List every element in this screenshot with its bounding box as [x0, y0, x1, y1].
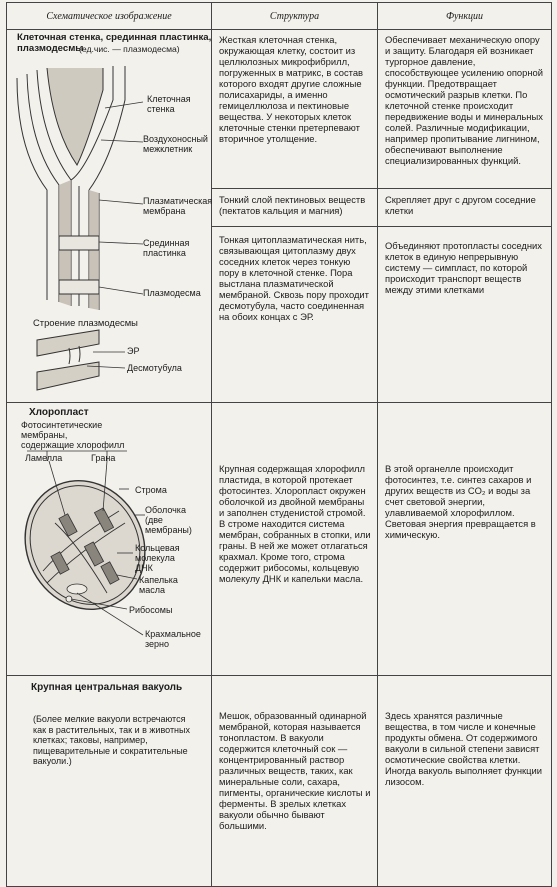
wall-function-text: Обеспечивает механическую опору и защиту. Благодаря ей возникает тургорное давление, способствующее усилению опорной функции. Предотвращает осмотический разрыв клетки. По клеточной стенке происходит передвижение воды и минеральных солей. Различные модификации, например пропитывание лигнином, обеспечивают выполнение специализированных функций. — [385, 34, 543, 166]
chloroplast-title: Хлоропласт — [29, 407, 89, 418]
vacuole-title: Крупная центральная вакуоль — [31, 682, 183, 693]
chloroplast-function-text: В этой органелле происходит фотосинтез, т.е. синтез сахаров и других веществ из CO₂ и воды за счет световой энергии, улавливаемой хлорофиллом. Световая энергия превращается в химическую. — [385, 463, 536, 540]
plasmodesma-function-text: Объединяют протопласты соседних клеток в единую непрерывную систему — симпласт, по которой происходит транспорт веществ между этими клетками — [385, 240, 542, 295]
vacuole-scheme — [7, 676, 212, 887]
label-envelope: Оболочка (две мембраны) — [145, 505, 192, 535]
label-stroma: Строма — [135, 485, 167, 495]
cell-wall-scheme — [7, 30, 212, 403]
vacuole-structure-cell — [212, 676, 378, 887]
row-chloroplast — [7, 403, 552, 676]
plasmodesma-structure-text: Тонкая цитоплазматическая нить, связывающая цитоплазму двух соседних клеток через тонкую пору в клеточной стенке. Пора выстлана плазматической мембраной. Сквозь пору проходит десмотубула, часто соединенная на обоих концах с ЭР. — [219, 234, 369, 322]
vacuole-note: (Более мелкие вакуоли встречаются как в растительных, так и в животных клетках; таковы, например, пищеварительные и сократительные вакуоли.) — [33, 714, 190, 767]
divider — [212, 226, 377, 227]
organelle-table — [6, 2, 552, 887]
label-er: ЭР — [127, 346, 140, 356]
label-lamella: Ламелла — [25, 453, 63, 463]
cell-wall-title-note: (ед.чис. — плазмодесма) — [79, 44, 180, 54]
cell-wall-structure-cell — [212, 30, 378, 403]
chloroplast-sub-2: мембраны, — [21, 430, 68, 440]
label-desmotubule: Десмотубула — [127, 363, 182, 373]
cell-wall-title: Клеточная стенка, срединная пластинка, — [17, 32, 212, 43]
divider — [212, 188, 377, 189]
vacuole-structure-text: Мешок, образованный одинарной мембраной, которая называется тонопластом. В вакуоли содержится клеточный сок — концентрированный раствор различных веществ, таких, как минеральные соли, сахара, пигменты, органические кислоты и ферменты. В зрелых клетках вакуоли обычно бывают большими. — [219, 710, 371, 831]
label-plasmodesma: Плазмодесма — [143, 288, 201, 298]
header-row — [7, 3, 552, 30]
label-starch-grain: Крахмальное зерно — [145, 629, 201, 649]
cell-wall-diagram — [7, 30, 212, 402]
label-cell-wall: Клеточная стенка — [147, 94, 191, 114]
row-vacuole — [7, 676, 552, 887]
chloroplast-sub-1: Фотосинтетические — [21, 420, 103, 430]
label-air-space: Воздухоносный межклетник — [143, 134, 208, 154]
plasmodesma-structure-title: Строение плазмодесмы — [33, 317, 138, 328]
header-functions: Функции — [378, 3, 552, 30]
chloroplast-scheme — [7, 403, 212, 676]
header-scheme: Схематическое изображение — [7, 3, 212, 30]
cell-wall-function-cell — [378, 30, 552, 403]
label-middle-lamella: Срединная пластинка — [143, 238, 190, 258]
divider — [378, 188, 551, 189]
lamella-function-text: Скрепляет друг с другом соседние клетки — [385, 194, 536, 216]
label-dna: Кольцевая молекула ДНК — [135, 543, 180, 573]
label-plasma-membrane: Плазматическая мембрана — [143, 196, 212, 216]
label-oil-droplet: Капелька масла — [139, 575, 178, 595]
label-grana: Грана — [91, 453, 116, 463]
vacuole-function-cell — [378, 676, 552, 887]
wall-structure-text: Жесткая клеточная стенка, окружающая клетку, состоит из целлюлозных микрофибрилл, погруженных в матрикс, в состав которого входят другие сложные полисахариды, а именно гемицеллюлоза и пектиновые вещества. У некоторых клеток клеточные стенки претерпевают вторичное утолщение. — [219, 34, 364, 144]
label-ribosomes: Рибосомы — [129, 605, 173, 615]
header-structure: Структура — [212, 3, 378, 30]
chloroplast-structure-cell — [212, 403, 378, 676]
divider — [378, 226, 551, 227]
chloroplast-sub-3: содержащие хлорофилл — [21, 440, 125, 450]
row-cell-wall — [7, 30, 552, 403]
chloroplast-function-cell — [378, 403, 552, 676]
vacuole-function-text: Здесь хранятся различные вещества, в том числе и конечные продукты обмена. От содержимого вакуоли в сильной степени зависят осмотические свойства клетки. Иногда вакуоль выполняет функции лизосом. — [385, 710, 542, 787]
lamella-structure-text: Тонкий слой пектиновых веществ (пектатов кальция и магния) — [219, 194, 366, 216]
cell-wall-title-2: плазмодесмы — [17, 43, 84, 54]
chloroplast-structure-text: Крупная содержащая хлорофилл пластида, в которой протекает фотосинтез. Хлоропласт окружен оболочкой из двойной мембраны и заполнен студенистой стромой. В строме находится система мембран, собранных в стопки, или граны. В ней же может отлагаться крахмал. Кроме того, строма содержит рибосомы, кольцевую молекулу ДНК и капельки масла. — [219, 463, 371, 584]
